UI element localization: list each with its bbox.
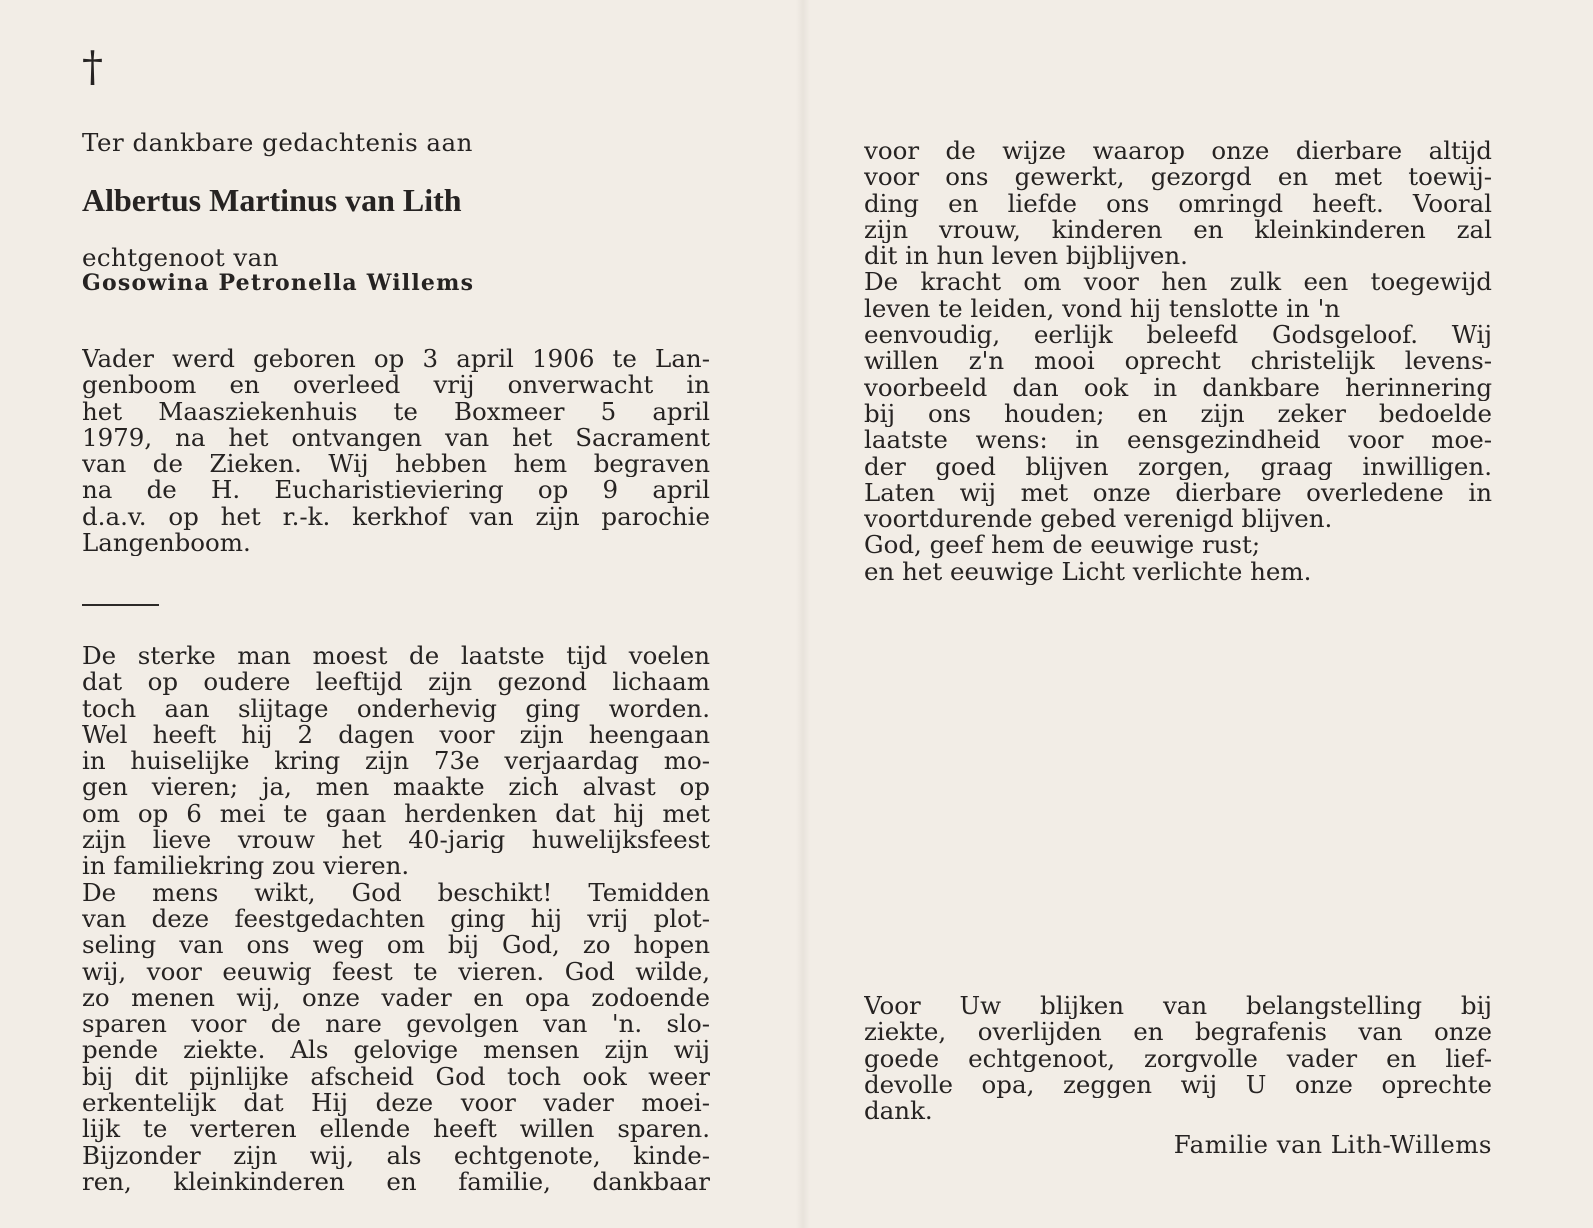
spouse-label: echtgenoot van xyxy=(82,243,279,272)
cross-icon: † xyxy=(82,42,103,91)
text-line: sparen voor de nare gevolgen van 'n. slo- xyxy=(82,1011,710,1038)
text-line: devolle opa, zeggen wij U onze oprechte xyxy=(864,1071,1492,1099)
text-line: ren, kleinkinderen en familie, dankbaar xyxy=(82,1168,710,1196)
biography-text xyxy=(82,346,710,556)
text-line: God, geef hem de eeuwige rust; xyxy=(864,532,1261,559)
text-line: het Maasziekenhuis te Boxmeer 5 april xyxy=(82,398,710,425)
text-line: in familiekring zou vieren. xyxy=(82,853,410,880)
intro-text: Ter dankbare gedachtenis aan xyxy=(82,128,473,157)
text-line: en het eeuwige Licht verlichte hem. xyxy=(864,558,1312,586)
text-line: voor ons gewerkt, gezorgd en met toewij- xyxy=(864,164,1492,191)
text-line: ziekte, overlijden en begrafenis van onze xyxy=(864,1019,1492,1046)
text-line: seling van ons weg om bij God, zo hopen xyxy=(82,932,710,959)
text-line: ding en liefde ons omringd heeft. Vooral xyxy=(864,190,1492,217)
text-line: der goed blijven zorgen, graag inwilligen. xyxy=(864,453,1492,480)
text-line: willen z'n mooi oprecht christelijk levens- xyxy=(864,348,1492,375)
text-line: bij ons houden; en zijn zeker bedoelde xyxy=(864,400,1492,428)
text-line: na de H. Eucharistieviering op 9 april xyxy=(82,477,710,504)
text-line: Bijzonder zijn wij, als echtgenote, kinde- xyxy=(82,1142,710,1169)
text-line: lijk te verteren ellende heeft willen sparen. xyxy=(82,1116,710,1143)
text-line: dit in hun leven bijblijven. xyxy=(864,243,1188,270)
text-line: voortdurende gebed verenigd blijven. xyxy=(864,506,1333,533)
text-line: voor de wijze waarop onze dierbare altijd xyxy=(864,138,1492,165)
text-line: zijn vrouw, kinderen en kleinkinderen zal xyxy=(864,216,1492,244)
text-line: Laten wij met onze dierbare overledene in xyxy=(864,479,1492,507)
text-line: goede echtgenoot, zorgvolle vader en lief- xyxy=(864,1045,1492,1072)
text-line: erkentelijk dat Hij deze voor vader moei- xyxy=(82,1090,710,1117)
text-line: zijn lieve vrouw het 40-jarig huwelijksfeest xyxy=(82,827,710,854)
text-line: Langenboom. xyxy=(82,530,251,557)
text-line: voorbeeld dan ook in dankbare herinnering xyxy=(864,374,1492,401)
divider xyxy=(82,604,159,606)
text-line: in huiselijke kring zijn 73e verjaardag mo- xyxy=(82,748,710,775)
text-line: van de Zieken. Wij hebben hem begraven xyxy=(82,451,710,478)
text-line: leven te leiden, vond hij tenslotte in 'n xyxy=(864,295,1341,323)
text-line: laatste wens: in eensgezindheid voor moe- xyxy=(864,427,1492,454)
text-line: De sterke man moest de laatste tijd voelen xyxy=(82,643,710,670)
deceased-name: Albertus Martinus van Lith xyxy=(82,182,462,218)
text-line: eenvoudig, eerlijk beleefd Godsgeloof. Wij xyxy=(864,322,1492,349)
text-line: van deze feestgedachten ging hij vrij plot- xyxy=(82,905,710,933)
right-column-text xyxy=(864,138,1492,585)
text-line: d.a.v. op het r.-k. kerkhof van zijn parochie xyxy=(82,503,710,531)
text-line: Vader werd geboren op 3 april 1906 te Lan- xyxy=(82,346,710,373)
card-fold xyxy=(796,0,810,1228)
text-line: genboom en overleed vrij onverwacht in xyxy=(82,372,710,399)
left-column-text xyxy=(82,643,710,1195)
text-line: 1979, na het ontvangen van het Sacrament xyxy=(82,424,710,452)
text-line: zo menen wij, onze vader en opa zodoende xyxy=(82,984,710,1012)
text-line: gen vieren; ja, men maakte zich alvast op xyxy=(82,774,710,801)
family-signature: Familie van Lith-Willems xyxy=(1173,1130,1492,1159)
text-line: pende ziekte. Als gelovige mensen zijn wij xyxy=(82,1037,710,1064)
text-line: bij dit pijnlijke afscheid God toch ook weer xyxy=(82,1063,710,1091)
text-line: Voor Uw blijken van belangstelling bij xyxy=(864,993,1492,1020)
spouse-name: Gosowina Petronella Willems xyxy=(82,270,475,296)
text-line: De mens wikt, God beschikt! Temidden xyxy=(82,879,710,906)
text-line: wij, voor eeuwig feest te vieren. God wilde, xyxy=(82,958,710,985)
text-line: dat op oudere leeftijd zijn gezond lichaam xyxy=(82,669,710,696)
text-line: toch aan slijtage onderhevig ging worden. xyxy=(82,695,710,722)
text-line: om op 6 mei te gaan herdenken dat hij met xyxy=(82,800,710,828)
text-line: dank. xyxy=(864,1098,933,1125)
text-line: De kracht om voor hen zulk een toegewijd xyxy=(864,269,1492,296)
text-line: Wel heeft hij 2 dagen voor zijn heengaan xyxy=(82,721,710,749)
thanks-text xyxy=(864,993,1492,1124)
